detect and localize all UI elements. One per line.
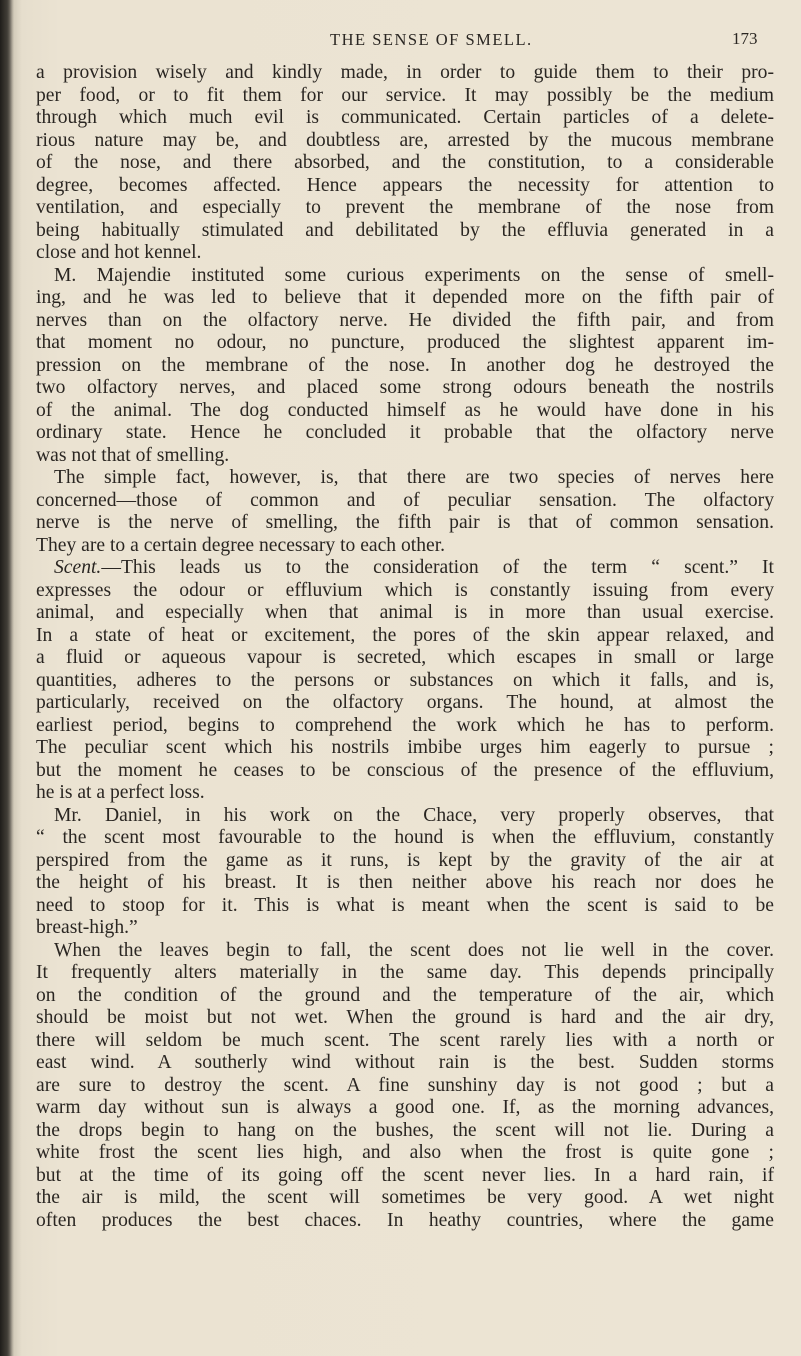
text-line: there will seldom be much scent. The scent rarely lies with a north or: [36, 1029, 774, 1051]
text-line: nerves than on the olfactory nerve. He divided the fifth pair, and from: [36, 309, 774, 331]
text-line: Mr. Daniel, in his work on the Chace, very properly observes, that: [54, 804, 774, 826]
binding-gutter: [0, 0, 14, 1356]
text-line: nerve is the nerve of smelling, the fifth pair is that of common sensation.: [36, 512, 774, 533]
text-line: he is at a perfect loss.: [36, 782, 205, 803]
text-line: was not that of smelling.: [36, 444, 230, 466]
running-title: THE SENSE OF SMELL.: [330, 30, 533, 49]
text-line: ing, and he was led to believe that it depended more on the fifth pair of: [36, 287, 774, 308]
text-line: The simple fact, however, is, that there are two species of nerves here: [54, 467, 774, 488]
text-line: the drops begin to hang on the bushes, the scent will not lie. During a: [36, 1119, 774, 1141]
text-line: of the nose, and there absorbed, and the constitution, to a considerable: [36, 152, 774, 173]
text-line: two olfactory nerves, and placed some strong odours beneath the nostrils: [36, 377, 774, 398]
section-heading-italic: Scent.: [54, 557, 102, 578]
text-line: particularly, received on the olfactory organs. The hound, at almost the: [36, 692, 774, 713]
text-line: a fluid or aqueous vapour is secreted, which escapes in small or large: [36, 647, 774, 668]
text-line: should be moist but not wet. When the ground is hard and the air dry,: [36, 1007, 774, 1028]
text-line: When the leaves begin to fall, the scent does not lie well in the cover.: [54, 939, 774, 961]
text-line: expresses the odour or effluvium which is constantly issuing from every: [36, 579, 774, 601]
text-line: the air is mild, the scent will sometimes be very good. A wet night: [36, 1187, 774, 1208]
text-line: are sure to destroy the scent. A fine sunshiny day is not good ; but a: [36, 1074, 774, 1096]
text-line: but the moment he ceases to be conscious of the presence of the effluvium,: [36, 759, 774, 781]
text-line: being habitually stimulated and debilitated by the effluvia generated in a: [36, 219, 774, 241]
text-line: of the animal. The dog conducted himself as he would have done in his: [36, 399, 774, 421]
text-line: east wind. A southerly wind without rain is the best. Sudden storms: [36, 1052, 774, 1073]
text-line: animal, and especially when that animal is in more than usual exercise.: [36, 602, 774, 623]
text-line: warm day without sun is always a good one. If, as the morning advances,: [36, 1097, 774, 1118]
text-line: “ the scent most favourable to the hound is when the effluvium, constantly: [36, 827, 774, 848]
text-line: a provision wisely and kindly made, in order to guide them to their pro-: [36, 62, 774, 83]
text-line: white frost the scent lies high, and also when the frost is quite gone ;: [36, 1142, 774, 1163]
text-line: In a state of heat or excitement, the pores of the skin appear relaxed, and: [36, 624, 774, 646]
text-line: The peculiar scent which his nostrils imbibe urges him eagerly to pursue ;: [36, 737, 774, 758]
text-line: concerned—those of common and of peculiar sensation. The olfactory: [36, 489, 774, 511]
body-text: [36, 62, 774, 1232]
text-line: the height of his breast. It is then neither above his reach nor does he: [36, 872, 774, 893]
text-line: ventilation, and especially to prevent the membrane of the nose from: [36, 197, 774, 218]
text-line: degree, becomes affected. Hence appears the necessity for attention to: [36, 174, 774, 196]
text-line: pression on the membrane of the nose. In another dog he destroyed the: [36, 354, 774, 376]
text-line: [36, 557, 774, 580]
text-line: It frequently alters materially in the same day. This depends principally: [36, 962, 774, 983]
text-line: often produces the best chaces. In heathy countries, where the game: [36, 1209, 774, 1231]
text-line-rest: —This leads us to the consideration of the term “ scent.” It: [101, 557, 774, 578]
text-line: rious nature may be, and doubtless are, arrested by the mucous membrane: [36, 129, 774, 151]
text-line: breast-high.”: [36, 917, 138, 938]
text-line: through which much evil is communicated. Certain particles of a delete-: [36, 107, 774, 128]
page-number: 173: [732, 29, 758, 48]
text-line: ordinary state. Hence he concluded it probable that the olfactory nerve: [36, 422, 774, 443]
text-line: but at the time of its going off the scent never lies. In a hard rain, if: [36, 1164, 774, 1186]
text-line: that moment no odour, no puncture, produced the slightest apparent im-: [36, 332, 774, 353]
text-line: per food, or to fit them for our service. It may possibly be the medium: [36, 84, 774, 106]
text-line: perspired from the game as it runs, is kept by the gravity of the air at: [36, 849, 774, 871]
text-line: close and hot kennel.: [36, 242, 202, 263]
text-line: need to stoop for it. This is what is meant when the scent is said to be: [36, 894, 774, 916]
text-line: earliest period, begins to comprehend the work which he has to perform.: [36, 714, 774, 736]
text-line: quantities, adheres to the persons or substances on which it falls, and is,: [36, 669, 774, 691]
text-line: They are to a certain degree necessary to each other.: [36, 534, 446, 556]
text-line: on the condition of the ground and the temperature of the air, which: [36, 984, 774, 1006]
text-line: M. Majendie instituted some curious experiments on the sense of smell-: [54, 264, 774, 286]
